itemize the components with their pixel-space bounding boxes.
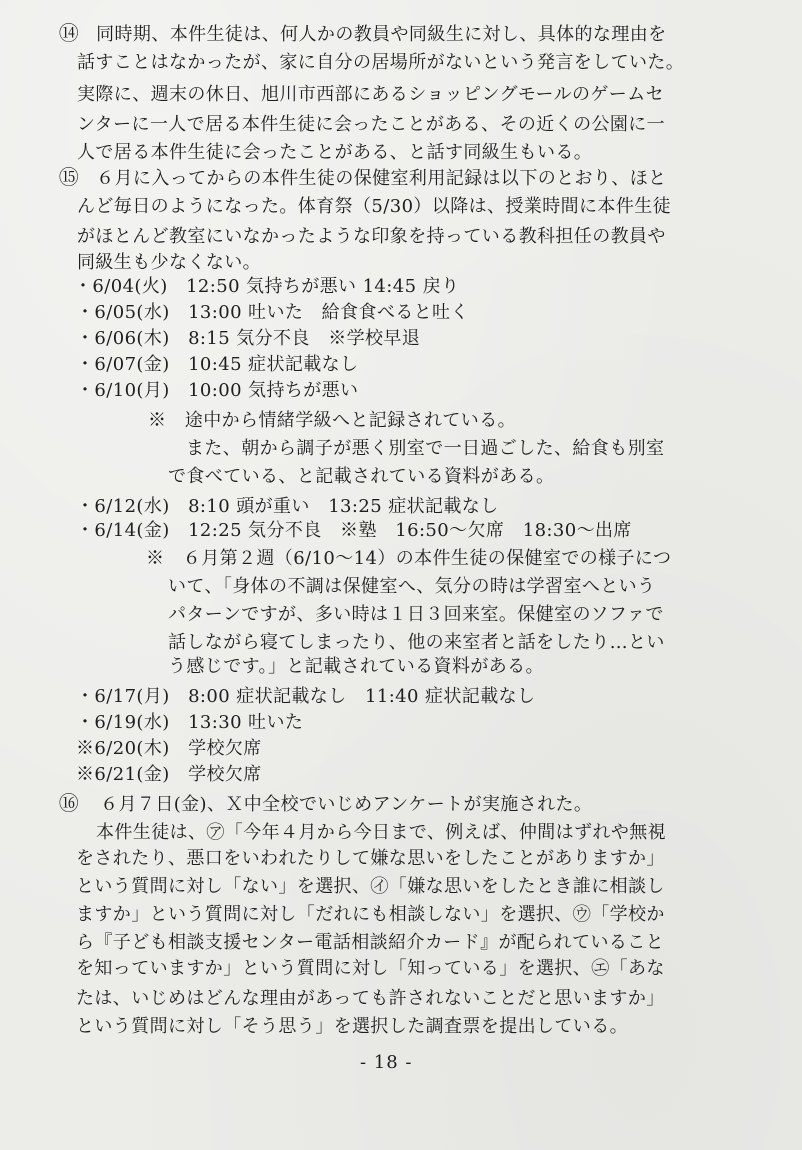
item16-line-8: たは、いじめはどんな理由があっても許されないことだと思いますか」	[76, 988, 665, 1009]
record-0607: ・6/07(金) 10:45 症状記載なし	[76, 354, 359, 375]
record-0620: ※6/20(木) 学校欠席	[76, 738, 262, 759]
item14-text: 同時期、本件生徒は、何人かの教員や同級生に対し、具体的な理由を	[96, 24, 667, 45]
note-b-line-1: ※ ６月第２週（6/10～14）の本件生徒の保健室での様子につ	[146, 548, 672, 569]
note-a-line-1: ※ 途中から情緒学級へと記録されている。	[148, 410, 516, 431]
item16-marker: ⑯	[58, 791, 80, 815]
note-a-line-2: また、朝から調子が悪く別室で一日過ごした、給食も別室	[186, 438, 665, 459]
record-0604: ・6/04(火) 12:50 気持ちが悪い 14:45 戻り	[74, 276, 460, 297]
record-0606: ・6/06(木) 8:15 気分不良 ※学校早退	[76, 328, 421, 349]
item16-line-6: ら『子ども相談支援センター電話相談紹介カード』が配られていること	[76, 932, 665, 953]
note-a-line-3: で食べている、と記載されている資料がある。	[168, 466, 555, 487]
note-b-line-2: いて、「身体の不調は保健室へ、気分の時は学習室へという	[168, 576, 656, 597]
item15-line-2: んど毎日のようになった。体育祭（5/30）以降は、授業時間に本件生徒	[77, 196, 672, 217]
item15-text: ６月に入ってからの本件生徒の保健室利用記録は以下のとおり、ほと	[96, 168, 667, 189]
item16-line-2: 本件生徒は、㋐「今年４月から今日まで、例えば、仲間はずれや無視	[96, 822, 667, 843]
item15-line-4: 同級生も少なくない。	[77, 252, 261, 273]
item14-line-2: 話すことはなかったが、家に自分の居場所がないという発言をしていた。	[77, 52, 685, 73]
note-b-line-5: う感じです。」と記載されている資料がある。	[168, 656, 544, 677]
item16-line-9: という質問に対し「そう思う」を選択した調査票を提出している。	[76, 1016, 628, 1037]
page-number: - 18 -	[360, 1052, 413, 1073]
record-0610: ・6/10(月) 10:00 気持ちが悪い	[76, 380, 359, 401]
item14-line-3: 実際に、週末の休日、旭川市西部にあるショッピングモールのゲームセ	[77, 84, 664, 105]
item14-line-1	[58, 22, 667, 46]
record-0617: ・6/17(月) 8:00 症状記載なし 11:40 症状記載なし	[76, 686, 536, 707]
record-0619: ・6/19(水) 13:30 吐いた	[76, 712, 304, 733]
note-b-line-4: 話しながら寝てしまったり、他の来室者と話をしたり…とい	[168, 632, 665, 653]
item16-line-7: を知っていますか」という質問に対し「知っている」を選択、㋓「あな	[76, 958, 665, 979]
note-b-line-3: パターンですが、多い時は１日３回来室。保健室のソファで	[168, 604, 664, 625]
item16-line-3: をされたり、悪口をいわれたりして嫌な思いをしたことがありますか」	[76, 848, 665, 869]
item15-line-1	[58, 166, 667, 190]
item14-marker: ⑭	[58, 21, 80, 45]
item14-line-5: 人で居る本件生徒に会ったことがある、と話す同級生もいる。	[77, 142, 593, 163]
record-0605: ・6/05(水) 13:00 吐いた 給食食べると吐く	[76, 302, 469, 323]
item16-line-5: ますか」という質問に対し「だれにも相談しない」を選択、㋒「学校か	[76, 904, 665, 925]
item16-text: ６月７日(金)、Ｘ中全校でいじめアンケートが実施された。	[100, 794, 593, 815]
item15-line-3: がほとんど教室にいなかったような印象を持っている教科担任の教員や	[77, 226, 666, 247]
item14-line-4: ンターに一人で居る本件生徒に会ったことがある、その近くの公園に一	[77, 114, 666, 135]
item16-line-4: という質問に対し「ない」を選択、㋑「嫌な思いをしたとき誰に相談し	[76, 876, 665, 897]
item15-marker: ⑮	[58, 165, 80, 189]
record-0621: ※6/21(金) 学校欠席	[76, 764, 262, 785]
item16-line-1	[58, 792, 592, 816]
record-0612: ・6/12(水) 8:10 頭が重い 13:25 症状記載なし	[76, 496, 499, 517]
record-0614: ・6/14(金) 12:25 気分不良 ※塾 16:50～欠席 18:30～出席	[76, 520, 632, 541]
